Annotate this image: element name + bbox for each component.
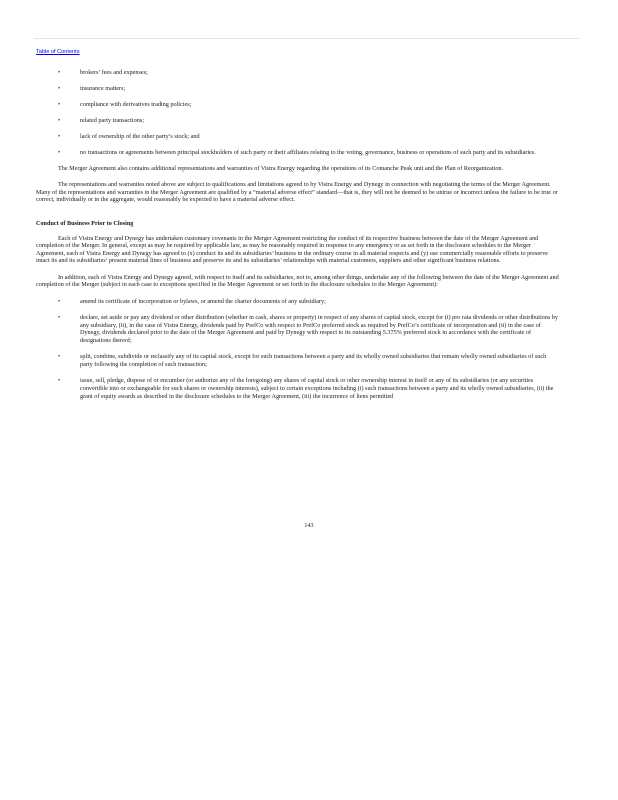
bullet-icon: • [58, 69, 61, 76]
table-of-contents-link[interactable]: Table of Contents [36, 49, 80, 55]
list-item: • related party transactions; [58, 116, 144, 124]
bullet-icon: • [58, 377, 61, 385]
list-item: • declare, set aside or pay any dividend or other distribution (whether in cash, shares or property) in respect of any shares of capital stock, except for (i) pro rata dividends or other distributions by any subsidiary, (ii), in the case of Vistra Energy, dividends paid by PrefCo with respect to PrefCo preferred stock as required by PrefCo’s certificate of incorporation and (ii) in the case of Dynegy, dividends declared prior to the date of the Merger Agreement and paid by Dynegy with respect to its outstanding 5.375% preferred stock in accordance with the certificate of designations thereof; [58, 314, 559, 344]
bullet-icon: • [58, 148, 61, 156]
bullet-icon: • [58, 116, 61, 124]
paragraph-comanche-peak: The Merger Agreement also contains additional representations and warranties of Vistra Energy regarding the operations of its Comanche Peak unit and the Plan of Reorganization. [58, 164, 504, 172]
bullet-icon: • [58, 84, 61, 92]
bullet-icon: • [58, 297, 61, 305]
paragraph-covenants: Each of Vistra Energy and Dynegy has undertaken customary covenants in the Merger Agreement restricting the conduct of its respective business between the date of the Merger Agreement and completion of the Merger. In general, except as may be required by applicable law, as may be reasonably required in response to any emergency or as set forth in the disclosure schedules to the Merger Agreement, each of Vistra Energy and Dynegy has agreed to (x) conduct its and its subsidiaries’ business in the ordinary course in all material respects and (y) use commercially reasonable efforts to preserve intact its and its subsidiaries’ present material lines of business and preserve its and its subsidiaries’ relationships with material customers, suppliers and other significant business relations. [36, 234, 549, 265]
list-item: • compliance with derivatives trading policies; [58, 100, 192, 108]
header-divider [34, 38, 580, 39]
bullet-icon: • [58, 314, 61, 322]
page-number: 143 [304, 522, 314, 529]
list-item: • lack of ownership of the other party’s stock; and [58, 132, 200, 140]
list-item: • insurance matters; [58, 84, 126, 92]
bullet-icon: • [58, 353, 61, 361]
section-heading: Conduct of Business Prior to Closing [36, 220, 134, 228]
bullet-list-representations [36, 69, 560, 157]
bullet-icon: • [58, 100, 61, 108]
list-item: • split, combine, subdivide or reclassify any of its capital stock, except for such transactions between a party and its wholly owned subsidiaries that remain wholly owned subsidiaries of such party following the completion of such transaction; [58, 353, 547, 368]
bullet-list-restrictions [36, 298, 560, 400]
list-item: • amend its certificate of incorporation or bylaws, or amend the charter documents of any subsidiary; [58, 297, 326, 305]
bullet-icon: • [58, 132, 61, 140]
paragraph-qualifications: The representations and warranties noted above are subject to qualifications and limitations agreed to by Vistra Energy and Dynegy in connection with negotiating the terms of the Merger Agreement. Many of the representations and warranties in the Merger Agreement are qualified by a “material adverse effect” standard—that is, they will not be deemed to be untrue or incorrect unless the failure to be true or correct, individually or in the aggregate, would reasonably be expected to have a material adverse effect. [36, 181, 558, 204]
list-item: • no transactions or agreements between principal stockholders of such party or their affiliates relating to the voting, governance, business or operations of such party and its subsidiaries. [58, 148, 536, 156]
list-item: • issue, sell, pledge, dispose of or encumber (or authorize any of the foregoing) any shares of capital stock or other ownership interest in itself or any of its subsidiaries (or any securities convertible into or exchangeable for such shares or ownership interests), subject to certain exceptions including (i) such transactions between a party and its wholly owned subsidiaries, (ii) the grant of equity awards as described in the disclosure schedules to the Merger Agreement, (iii) the incurrence of liens permitted [58, 377, 554, 400]
page-content [36, 69, 560, 409]
paragraph-restrictions-intro: In addition, each of Vistra Energy and Dynegy agreed, with respect to itself and its subsidiaries, not to, among other things, undertake any of the following between the date of the Merger Agreement and completion of the Merger (subject in each case to exceptions specified in the Merger Agreement or set forth in the disclosure schedules to the Merger Agreement): [36, 273, 559, 289]
list-item: • brokers’ fees and expenses; [58, 69, 148, 76]
